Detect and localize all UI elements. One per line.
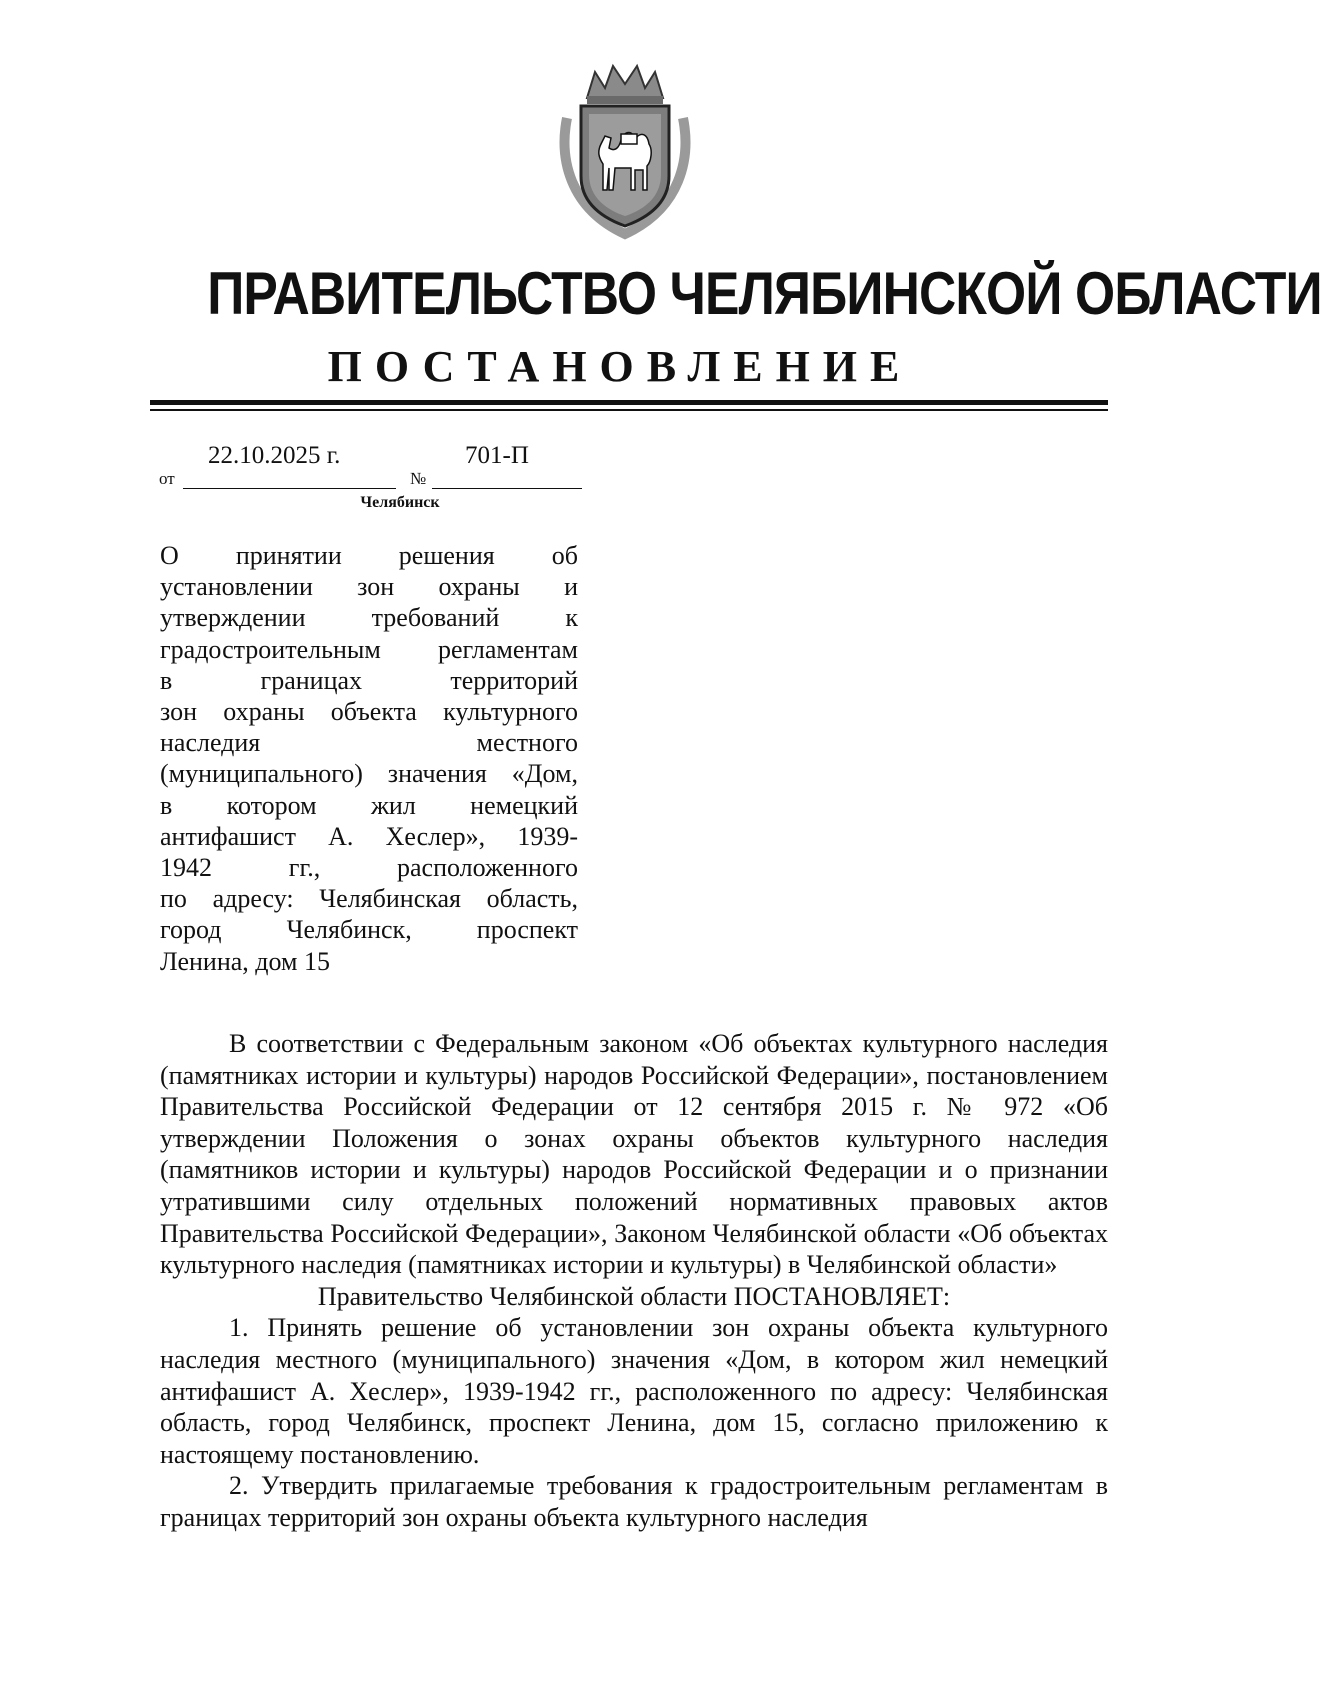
preamble-paragraph: В соответствии с Федеральным законом «Об объектах культурного наследия (памятниках истории и культуры) народов Российской Федерации», постановлением Правительства Российской Федерации от 12 сентября 2015 г. № 972 «Об утверждении Положения о зонах охраны объектов культурного наследия (памятников истории и культуры) народов Российской Федерации и о признании утратившими силу отдельных положений нормативных правовых актов Правительства Российской Федерации», Законом Челябинской области «Об объектах культурного наследия (памятниках истории и культуры) в Челябинской области»: [160, 1029, 1108, 1280]
document-type-title: ПОСТАНОВЛЕНИЕ: [327, 342, 913, 391]
coat-of-arms-icon: [555, 58, 695, 238]
subject-line: зон охраны объекта культурного: [160, 697, 578, 727]
subject-line: наследия местного: [160, 728, 578, 758]
resolution-line: Правительство Челябинской области ПОСТАНОВЛЯЕТ:: [317, 1281, 951, 1311]
subject-line: антифашист А. Хеслер», 1939-: [160, 821, 578, 851]
item-paragraph-2: 2. Утвердить прилагаемые требования к градостроительным регламентам в границах территорий зон охраны объекта культурного наследия: [160, 1471, 1108, 1532]
header-divider-thin: [150, 409, 1108, 411]
subject-line: утверждении требований к: [160, 603, 578, 633]
subject-line: 1942 гг., расположенного: [160, 853, 578, 883]
subject-line: градостроительным регламентам: [160, 634, 578, 664]
document-subject: [160, 540, 578, 977]
document-date: 22.10.2025 г.: [208, 442, 341, 469]
subject-line: город Челябинск, проспект: [160, 915, 578, 945]
subject-line: Ленина, дом 15: [160, 946, 330, 976]
subject-line: в границах территорий: [160, 665, 578, 695]
subject-line: в котором жил немецкий: [160, 790, 578, 820]
document-body: [160, 1028, 1108, 1534]
number-underline: [432, 488, 582, 489]
number-label: №: [410, 469, 427, 488]
subject-line: О принятии решения об: [160, 541, 578, 570]
header-divider-thick: [150, 400, 1108, 405]
subject-line: (муниципального) значения «Дом,: [160, 759, 578, 789]
document-number: 701-П: [465, 442, 529, 469]
subject-line: установлении зон охраны и: [160, 572, 578, 602]
government-title: ПРАВИТЕЛЬСТВО ЧЕЛЯБИНСКОЙ ОБЛАСТИ: [207, 260, 1322, 327]
city-label: Челябинск: [360, 494, 440, 511]
date-label: от: [159, 469, 175, 488]
subject-line: по адресу: Челябинская область,: [160, 884, 578, 914]
item-paragraph-1: 1. Принять решение об установлении зон охраны объекта культурного наследия местного (муниципального) значения «Дом, в котором жил немецкий антифашист А. Хеслер», 1939-1942 гг., расположенного по адресу: Челябинская область, город Челябинск, проспект Ленина, дом 15, согласно приложению к настоящему постановлению.: [160, 1313, 1108, 1469]
date-underline: [183, 488, 396, 489]
